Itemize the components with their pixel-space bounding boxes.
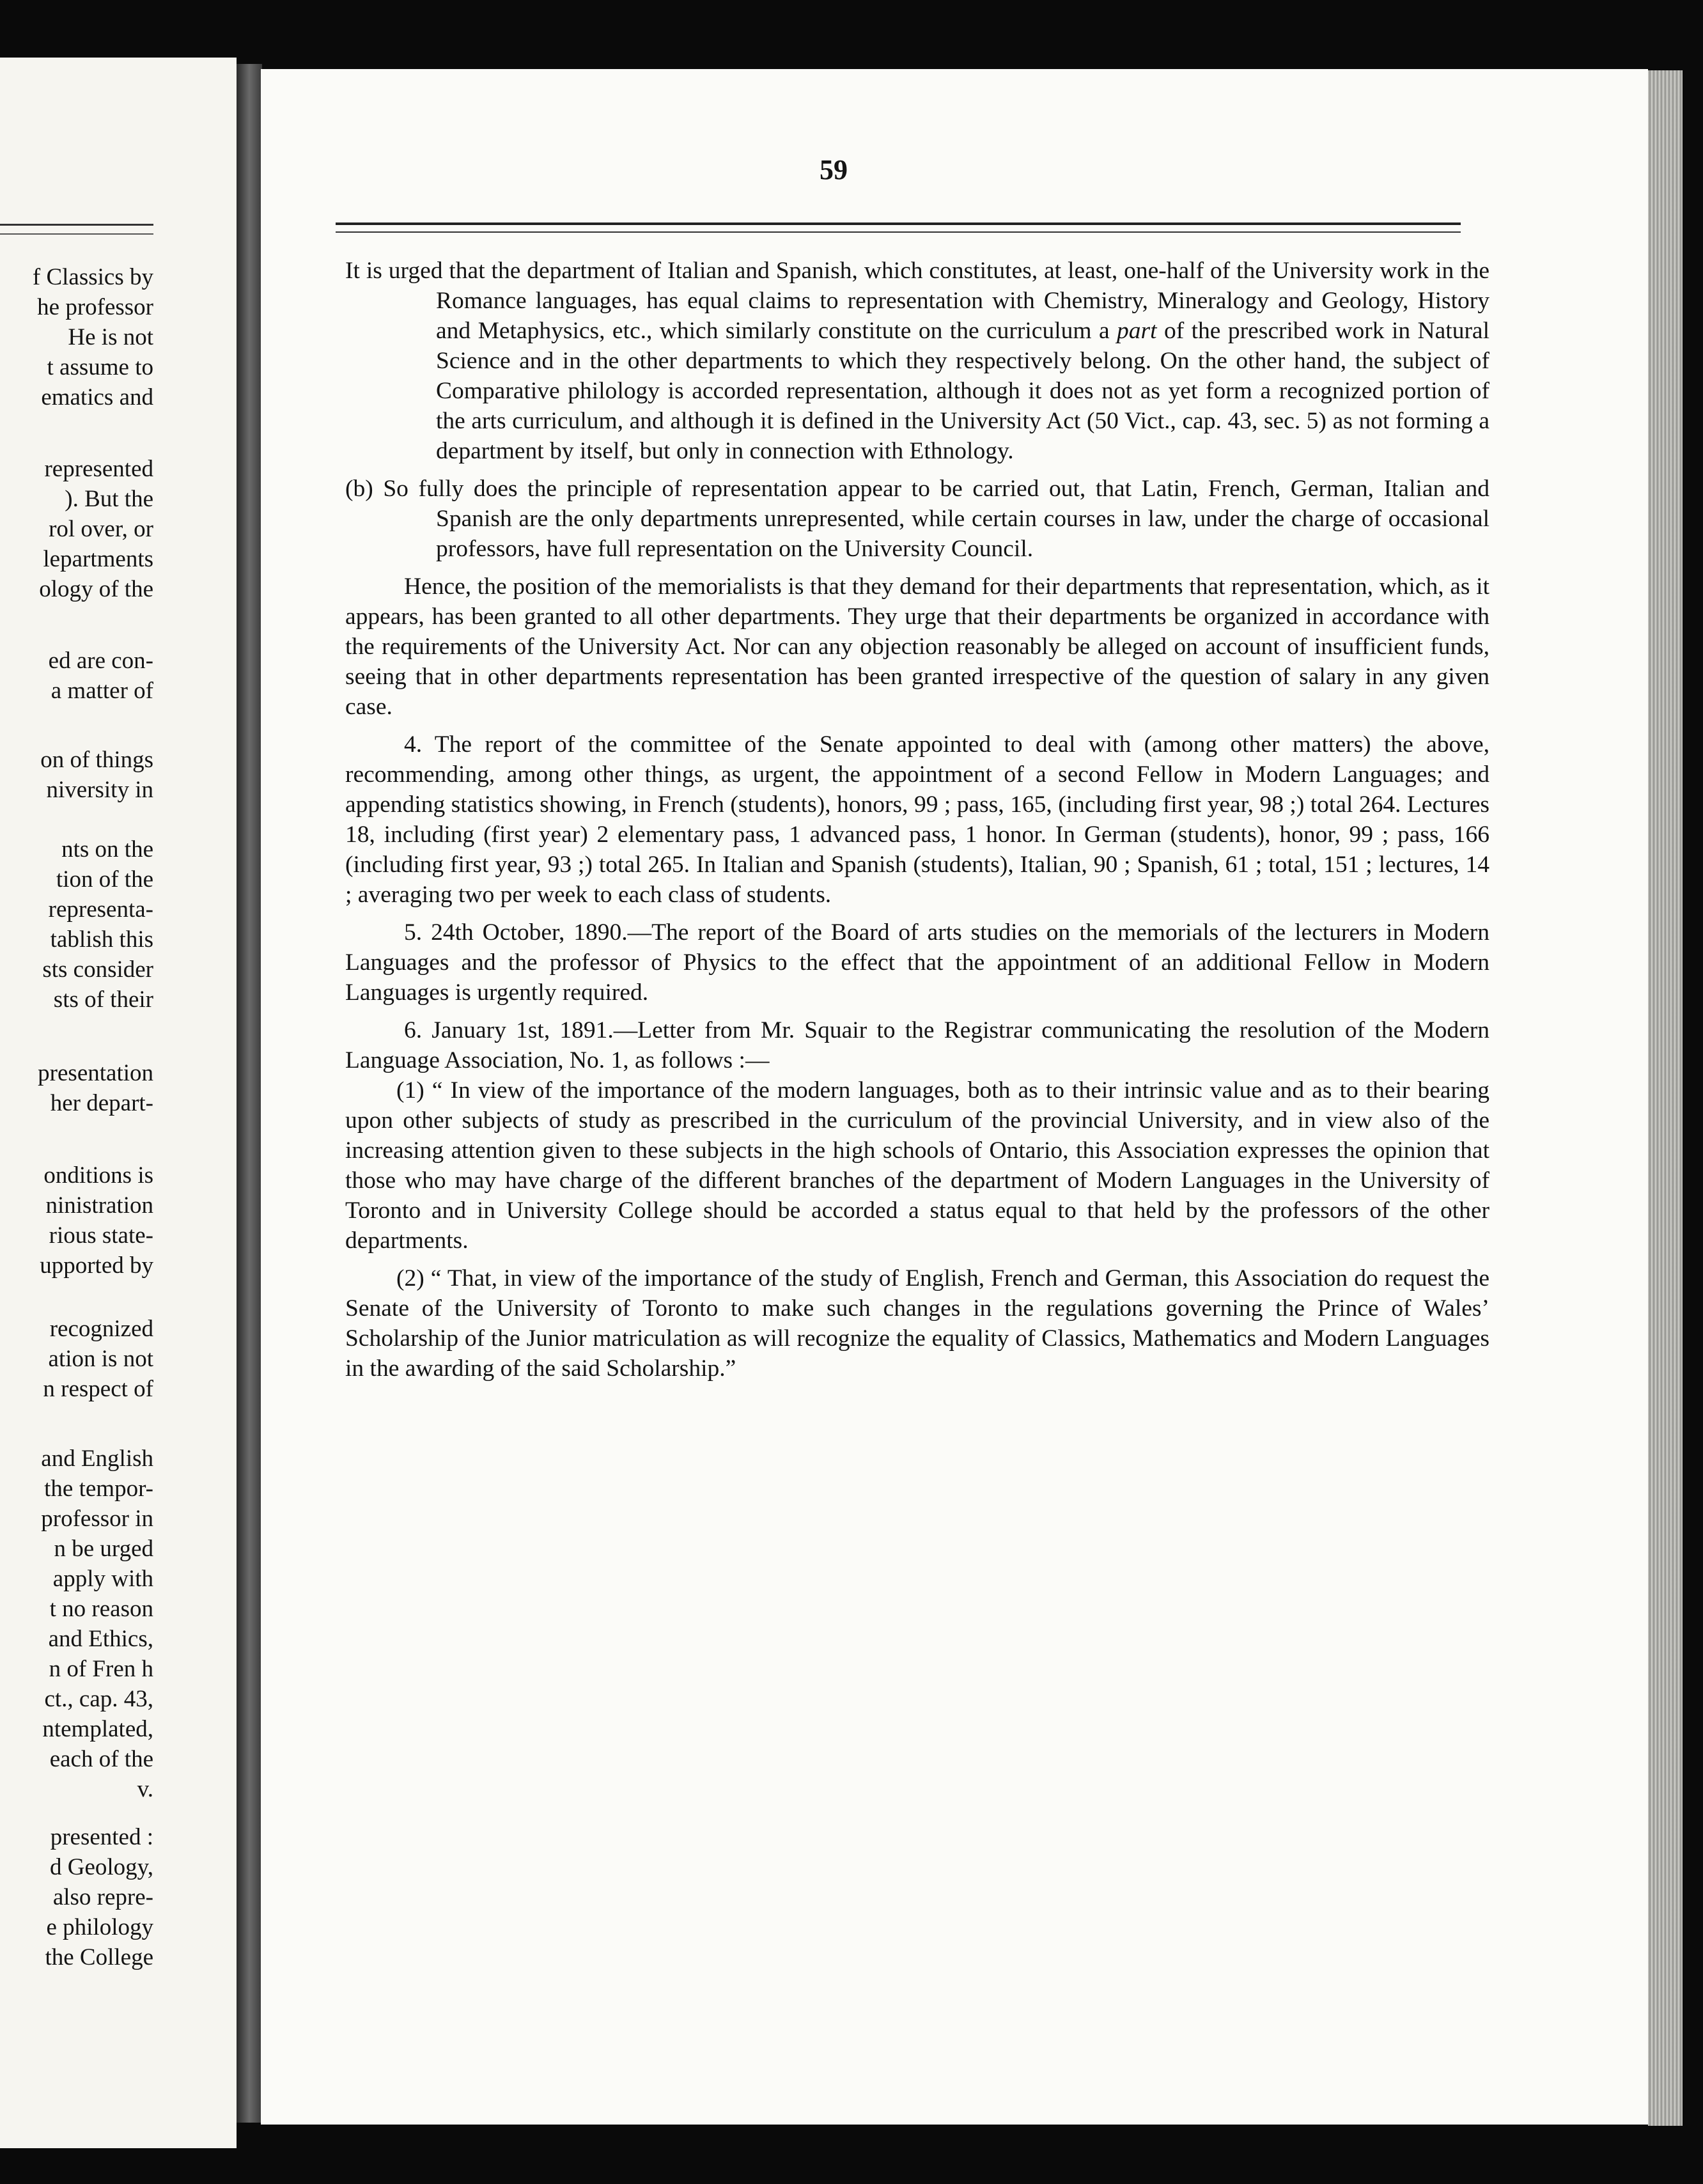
left-page-fragment-line: onditions is bbox=[43, 1162, 153, 1189]
left-page-fragment-group bbox=[41, 1444, 153, 1804]
left-page-fragment-line: her depart- bbox=[50, 1090, 153, 1116]
left-page-fragment-line: the tempor- bbox=[44, 1476, 153, 1502]
paragraph-a-text-continued: of the prescribed work in Natural Science and in the other departments to which they respectively belong. On the other hand, the subject of Comparative philology is accorded representation, although it does not as yet form a recognized portion of the arts curriculum, and although it is defined in the University Act (50 Vict., cap. 43, sec. 5) as not forming a department by itself, but only in connection with Ethnology. bbox=[436, 318, 1489, 464]
left-page-fragment-line: presentation bbox=[38, 1060, 153, 1086]
paragraph-6-resolution-1: (1) “ In view of the importance of the modern languages, both as to their intrinsic value and as to their bearing upon other subjects of study as prescribed in the curriculum of the provincial University, and in view also of the increasing attention given to these subjects in the high schools of Ontario, this Association expresses the opinion that those who may have charge of the different branches of the department of Modern Languages in the University of Toronto and in University College should be accorded a status equal to that held by the professors of the other departments. bbox=[345, 1077, 1489, 1254]
paragraph-b bbox=[345, 474, 1489, 564]
left-page-fragment-line: and English bbox=[41, 1446, 153, 1472]
left-page-fragment-line: upported by bbox=[40, 1252, 153, 1279]
left-page-fragment-line: tablish this bbox=[50, 926, 153, 953]
left-page-fragment-line: the College bbox=[45, 1944, 153, 1970]
left-page-fragment-line: rol over, or bbox=[49, 516, 153, 542]
left-page-fragment-line: representa- bbox=[48, 896, 153, 923]
left-page-fragment-line: and Ethics, bbox=[48, 1626, 153, 1652]
left-page-fragment-line: also repre- bbox=[52, 1884, 153, 1910]
left-page-fragment-line: tion of the bbox=[56, 866, 153, 893]
left-page-fragment-line: professor in bbox=[41, 1506, 153, 1532]
left-page-fragment-line: represented bbox=[44, 456, 153, 482]
left-page-fragment-line: ninistration bbox=[45, 1192, 153, 1219]
left-page-fragment-line: ology of the bbox=[39, 576, 153, 602]
left-page-fragment-group bbox=[40, 745, 153, 805]
left-page-fragment-line: t no reason bbox=[49, 1596, 153, 1622]
left-page-fragment-line: presented : bbox=[50, 1824, 153, 1850]
paragraph-5: 5. 24th October, 1890.—The report of the Board of arts studies on the memorials of the lecturers in Modern Languages and the professor of Physics to the effect that the appointment of an additional Fellow in Modern Languages is urgently required. bbox=[345, 919, 1489, 1006]
left-header-rule-thin bbox=[0, 233, 153, 235]
left-page-fragment-line: v. bbox=[137, 1776, 153, 1802]
left-page-fragment-line: n be urged bbox=[54, 1536, 153, 1562]
left-page-fragment-line: ct., cap. 43, bbox=[44, 1686, 153, 1712]
paragraph-4: 4. The report of the committee of the Senate appointed to deal with (among other matters) the above, recommending, among other things, as urgent, the appointment of a second Fellow in Modern Languages; and appending statistics showing, in French (students), honors, 99 ; pass, 165, (including first year, 98 ;) total 264. Lectures 18, including (first year) 2 elementary pass, 1 advanced pass, 1 honor. In German (students), honor, 99 ; pass, 166 (including first year, 93 ;) total 265. In Italian and Spanish (students), Italian, 90 ; Spanish, 61 ; total, 151 ; lectures, 14 ; averaging two per week to each class of students. bbox=[345, 731, 1489, 908]
left-header-rule bbox=[0, 224, 153, 226]
left-page-fragment-line: on of things bbox=[40, 747, 153, 773]
left-page-fragment-group bbox=[33, 262, 153, 412]
left-page-fragment-group bbox=[38, 1058, 153, 1118]
page-edges bbox=[1648, 70, 1683, 2126]
paragraph-b-text: So fully does the principle of representation appear to be carried out, that Latin, French, German, Italian and Spanish are the only departments unrepresented, while certain courses in law, under the charge of occasional professors, have full representation on the University Council. bbox=[383, 476, 1490, 562]
left-page-fragment-group bbox=[43, 1314, 153, 1404]
paragraph-6-resolution-2: (2) “ That, in view of the importance of the study of English, French and German, this Association do request the Senate of the University of Toronto to make such changes in the regulations governing the Prince of Wales’ Scholarship of the Junior matriculation as will recognize the equality of Classics, Mathematics and Modern Languages in the awarding of the said Scholarship.” bbox=[345, 1265, 1489, 1382]
left-page-fragment-line: sts of their bbox=[53, 987, 153, 1013]
paragraph-a bbox=[345, 256, 1489, 466]
left-page-fragment-line: sts consider bbox=[42, 956, 153, 983]
left-page-fragment-line: rious state- bbox=[49, 1222, 153, 1249]
left-page-fragment-line: each of the bbox=[49, 1746, 153, 1772]
left-page-fragment-line: apply with bbox=[52, 1566, 153, 1592]
left-page-fragment-line: d Geology, bbox=[49, 1854, 153, 1880]
left-page-fragment-line: n respect of bbox=[43, 1376, 153, 1402]
left-page-fragment-group bbox=[39, 454, 153, 604]
left-page-fragment-group bbox=[42, 834, 153, 1015]
left-page-fragment-line: he professor bbox=[37, 294, 153, 320]
paragraph-b-label: (b) bbox=[345, 476, 373, 502]
left-page-fragment-group bbox=[40, 1160, 153, 1281]
left-page-fragment-line: lepartments bbox=[43, 546, 153, 572]
left-page-fragment-line: n of Fren h bbox=[49, 1656, 153, 1682]
paragraph-hence: Hence, the position of the memorialists is that they demand for their departments that representation, which, as it appears, has been granted to all other departments. They urge that their departments be organized in accordance with the requirements of the University Act. Nor can any objection reasonably be alleged on account of insufficient funds, seeing that in other departments representation has been granted irrespective of the question of salary in any given case. bbox=[345, 573, 1489, 720]
left-page-fragment-group bbox=[49, 646, 153, 706]
paragraph-a-text: It is urged that the department of Italian and Spanish, which constitutes, at least, one-half of the University work in the Romance languages, has equal claims to representation with Chemistry, Mineralogy and Geology, History and Metaphysics, etc., which similarly constitute on the curriculum a bbox=[345, 258, 1489, 344]
italic-part: part bbox=[1117, 318, 1157, 344]
left-page-fragment-line: ematics and bbox=[41, 384, 153, 410]
header-rule-thin bbox=[336, 231, 1461, 233]
left-page-fragment-line: f Classics by bbox=[32, 264, 153, 290]
paragraph-6: 6. January 1st, 1891.—Letter from Mr. Squair to the Registrar communicating the resolution of the Modern Language Association, No. 1, as follows :— bbox=[345, 1017, 1489, 1073]
left-page-fragment-line: t assume to bbox=[47, 354, 153, 380]
left-page-fragment-group bbox=[45, 1822, 153, 1972]
header-rule bbox=[336, 222, 1461, 225]
left-page-fragment-line: ed are con- bbox=[48, 648, 153, 674]
left-page-fragment-line: nts on the bbox=[61, 836, 153, 862]
page-body bbox=[345, 256, 1489, 1384]
left-page-fragment-line: a matter of bbox=[51, 678, 153, 704]
left-page-fragment-line: He is not bbox=[68, 324, 153, 350]
book-gutter bbox=[237, 64, 262, 2123]
left-page-fragment-line: ). But the bbox=[65, 486, 153, 512]
left-page-fragment-line: e philology bbox=[46, 1914, 153, 1940]
left-page-fragment-line: ntemplated, bbox=[42, 1716, 153, 1742]
left-page bbox=[0, 58, 237, 2148]
left-page-fragment-line: ation is not bbox=[48, 1346, 153, 1372]
page-number: 59 bbox=[820, 154, 848, 185]
left-page-fragment-line: recognized bbox=[49, 1316, 153, 1342]
left-page-fragment-line: niversity in bbox=[46, 777, 153, 803]
